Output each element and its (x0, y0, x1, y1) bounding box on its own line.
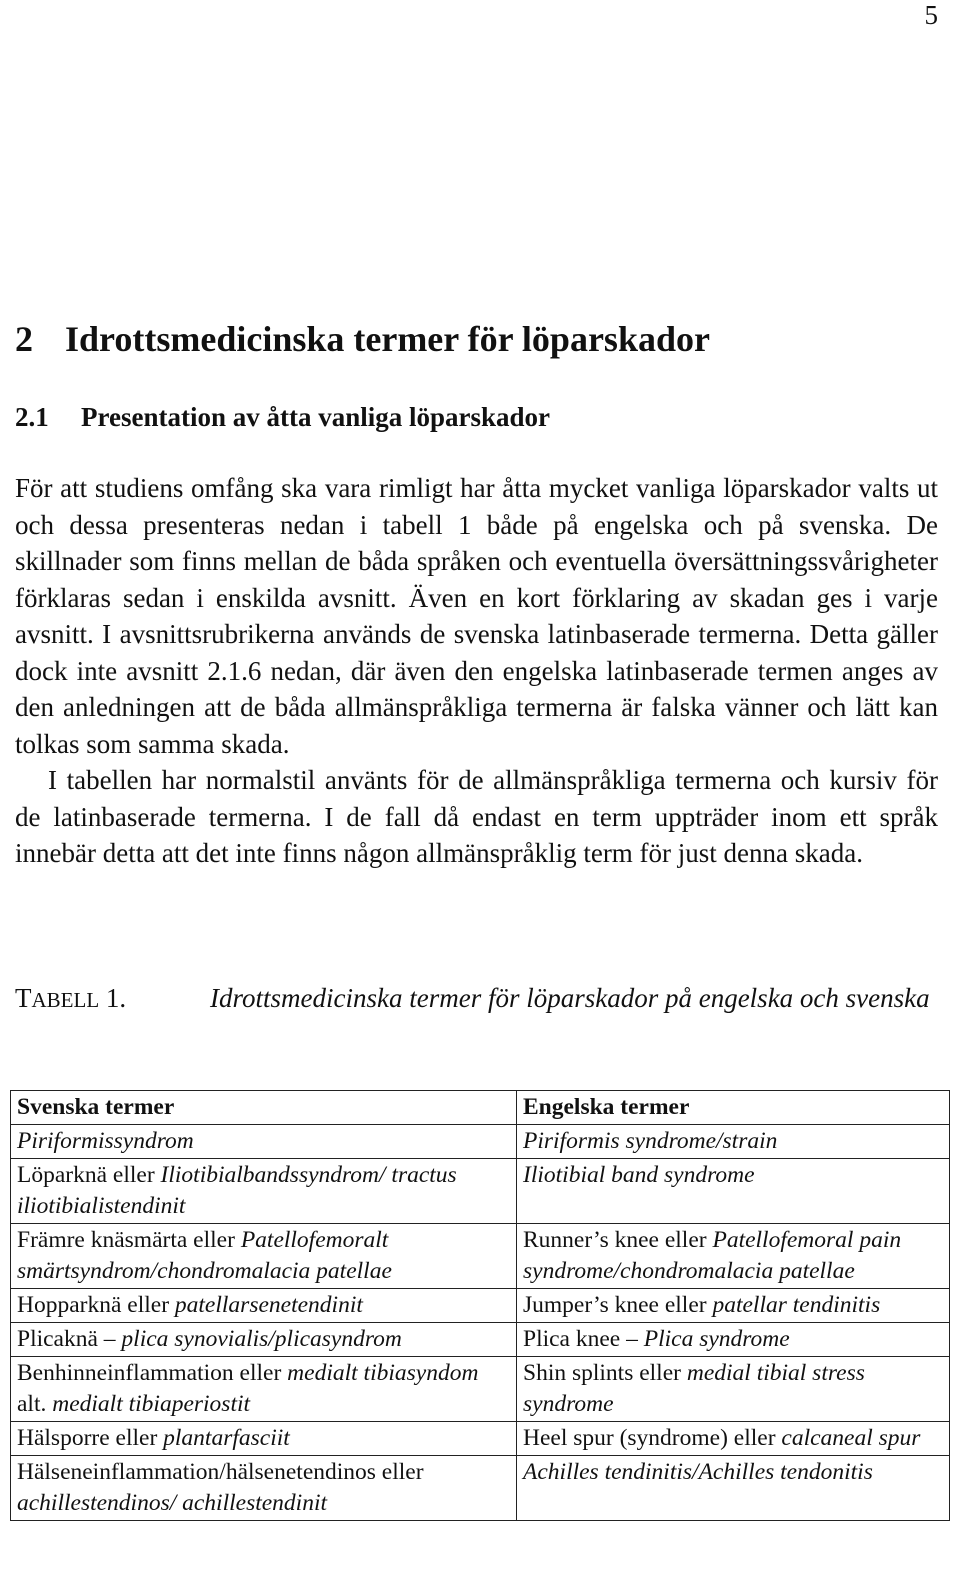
latin-term: Iliotibial band syndrome (523, 1162, 755, 1188)
body-text (15, 470, 938, 872)
common-term: Hopparknä eller (17, 1292, 175, 1318)
common-term: Löparknä eller (17, 1162, 161, 1188)
table-caption-title: Idrottsmedicinska termer för löparskador på engelska och svenska (210, 983, 930, 1013)
common-term: Benhinneinflammation eller (17, 1360, 288, 1386)
cell-english-term (517, 1422, 950, 1456)
latin-term: plantarfasciit (163, 1425, 290, 1451)
cell-english-term (517, 1289, 950, 1323)
page-number: 5 (924, 0, 938, 30)
latin-term: patellarsenetendinit (174, 1292, 363, 1318)
subsection-heading (15, 402, 550, 433)
cell-swedish-term (11, 1289, 517, 1323)
caption-label-smallcaps: ABELL (31, 988, 100, 1012)
paragraph: För att studiens omfång ska vara rimligt har åtta mycket vanliga löparskador valts ut och dessa presenteras nedan i tabell 1 både på engelska och på svenska. De skillnader som finns mellan de båda språken och eventuella översättningssvårigheter förklaras sedan i enskilda avsnitt. Även en kort förklaring av skadan ges i varje avsnitt. I avsnittsrubrikerna används de svenska latinbaserade termerna. Detta gäller dock inte avsnitt 2.1.6 nedan, där även den engelska latinbaserade termen anges av den anledningen att de båda allmänspråkliga termerna är falska vänner och lätt kan tolkas som samma skada. (15, 473, 938, 759)
table-row (11, 1289, 950, 1323)
table-body (11, 1125, 950, 1521)
cell-swedish-term (11, 1422, 517, 1456)
common-term: Plicaknä – (17, 1326, 122, 1352)
latin-term: Plica syndrome (643, 1326, 790, 1352)
section-title: Idrottsmedicinska termer för löparskador (65, 319, 710, 359)
cell-swedish-term (11, 1357, 517, 1422)
table-caption-label (15, 980, 210, 1018)
latin-term: Patellofemoralt smärtsyndrom/chondromalacia patellae (17, 1227, 392, 1284)
table-row (11, 1159, 950, 1224)
common-term: alt. (17, 1391, 53, 1417)
cell-swedish-term (11, 1159, 517, 1224)
cell-english-term (517, 1224, 950, 1289)
latin-term: Patellofemoral pain syndrome/chondromalacia patellae (523, 1227, 902, 1284)
cell-english-term (517, 1159, 950, 1224)
latin-term: Iliotibialbandssyndrom/ tractus iliotibialistendinit (17, 1162, 457, 1219)
latin-term: Piriformis syndrome/strain (523, 1128, 778, 1154)
latin-term: medialt tibiasyndom (287, 1360, 479, 1386)
table-row (11, 1323, 950, 1357)
table-row (11, 1357, 950, 1422)
caption-label-initial: T (15, 983, 32, 1013)
column-header-english: Engelska termer (517, 1091, 950, 1125)
latin-term: medialt tibiaperiostit (52, 1391, 251, 1417)
cell-english-term (517, 1125, 950, 1159)
paragraph: I tabellen har normalstil använts för de allmänspråkliga termerna och kursiv för de latinbaserade termerna. I de fall då endast en term uppträder inom ett språk innebär detta att det inte finns någon allmänspråklig term för just denna skada. (15, 765, 938, 868)
cell-english-term (517, 1357, 950, 1422)
common-term: Hälseneinflammation/hälsenetendinos eller (17, 1459, 424, 1485)
latin-term: achillestendinos/ achillestendinit (17, 1490, 328, 1516)
subsection-number: 2.1 (15, 402, 49, 432)
column-header-swedish: Svenska termer (11, 1091, 517, 1125)
table-row (11, 1422, 950, 1456)
common-term: Runner’s knee eller (523, 1227, 713, 1253)
latin-term: Achilles tendinitis/Achilles tendonitis (523, 1459, 873, 1485)
latin-term: plica synovialis/plicasyndrom (121, 1326, 402, 1352)
section-number: 2 (15, 319, 33, 359)
cell-english-term (517, 1323, 950, 1357)
caption-label-number: 1. (99, 983, 127, 1013)
common-term: Jumper’s knee eller (523, 1292, 713, 1318)
subsection-title: Presentation av åtta vanliga löparskador (81, 402, 551, 432)
cell-swedish-term (11, 1323, 517, 1357)
common-term: Shin splints eller (523, 1360, 687, 1386)
terms-table (10, 1090, 950, 1521)
table-row (11, 1224, 950, 1289)
table-header-row (11, 1091, 950, 1125)
common-term: Främre knäsmärta eller (17, 1227, 241, 1253)
common-term: Hälsporre eller (17, 1425, 164, 1451)
cell-swedish-term (11, 1456, 517, 1521)
table-row (11, 1125, 950, 1159)
cell-swedish-term (11, 1224, 517, 1289)
cell-english-term (517, 1456, 950, 1521)
common-term: Heel spur (syndrome) eller (523, 1425, 782, 1451)
cell-swedish-term (11, 1125, 517, 1159)
latin-term: medial tibial stress syndrome (523, 1360, 865, 1417)
section-heading (15, 318, 710, 360)
latin-term: calcaneal spur (781, 1425, 921, 1451)
latin-term: Piriformissyndrom (17, 1128, 194, 1154)
common-term: Plica knee – (523, 1326, 644, 1352)
latin-term: patellar tendinitis (712, 1292, 881, 1318)
table-row (11, 1456, 950, 1521)
table-caption (15, 980, 938, 1018)
